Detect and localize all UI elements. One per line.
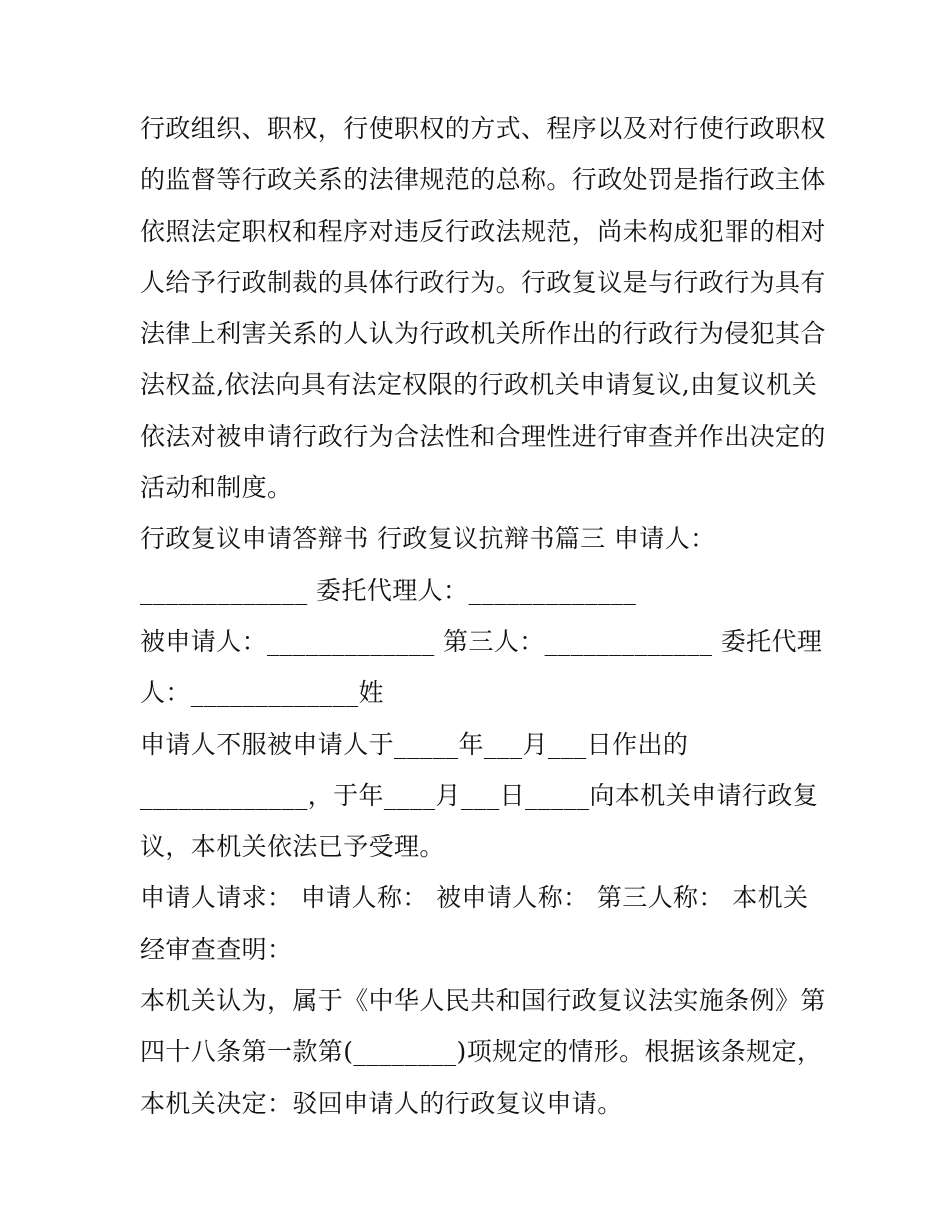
paragraph-line: 法权益,依法向具有法定权限的行政机关申请复议,由复议机关 [140,370,818,400]
form-field-line: 人：_____________姓 [140,678,384,708]
paragraph-line: 议，本机关依法已予受理。 [140,832,445,862]
paragraph-line: 依照法定职权和程序对违反行政法规范，尚未构成犯罪的相对 [140,216,826,246]
form-field-line: 申请人不服被申请人于_____年___月___日作出的 [140,729,689,759]
paragraph-line: 的监督等行政关系的法律规范的总称。行政处罚是指行政主体 [140,165,826,195]
paragraph-line: 四十八条第一款第(________)项规定的情形。根据该条规定， [140,1037,823,1067]
paragraph-line: 本机关认为，属于《中华人民共和国行政复议法实施条例》第 [140,986,826,1016]
paragraph-line: 依法对被申请行政行为合法性和合理性进行审查并作出决定的 [140,421,826,451]
form-field-line: _____________ 委托代理人：_____________ [140,575,637,605]
paragraph-line: 法律上利害关系的人认为行政机关所作出的行政行为侵犯其合 [140,319,826,349]
paragraph-line: 经审查查明： [140,934,293,964]
paragraph-line: 申请人请求： 申请人称： 被申请人称： 第三人称： 本机关 [140,883,809,913]
section-heading-line: 行政复议申请答辩书 行政复议抗辩书篇三 申请人： [140,524,716,554]
document-page [140,103,826,1129]
paragraph-line: 活动和制度。 [140,473,293,503]
paragraph-line: 人给予行政制裁的具体行政行为。行政复议是与行政行为具有 [140,267,826,297]
paragraph-line: 行政组织、职权，行使职权的方式、程序以及对行使行政职权 [140,114,826,143]
form-field-line: _____________，于年____月___日_____向本机关申请行政复 [140,780,819,810]
form-field-line: 被申请人：_____________ 第三人：_____________ 委托代理 [140,626,823,656]
paragraph-line: 本机关决定：驳回申请人的行政复议申请。 [140,1088,623,1118]
